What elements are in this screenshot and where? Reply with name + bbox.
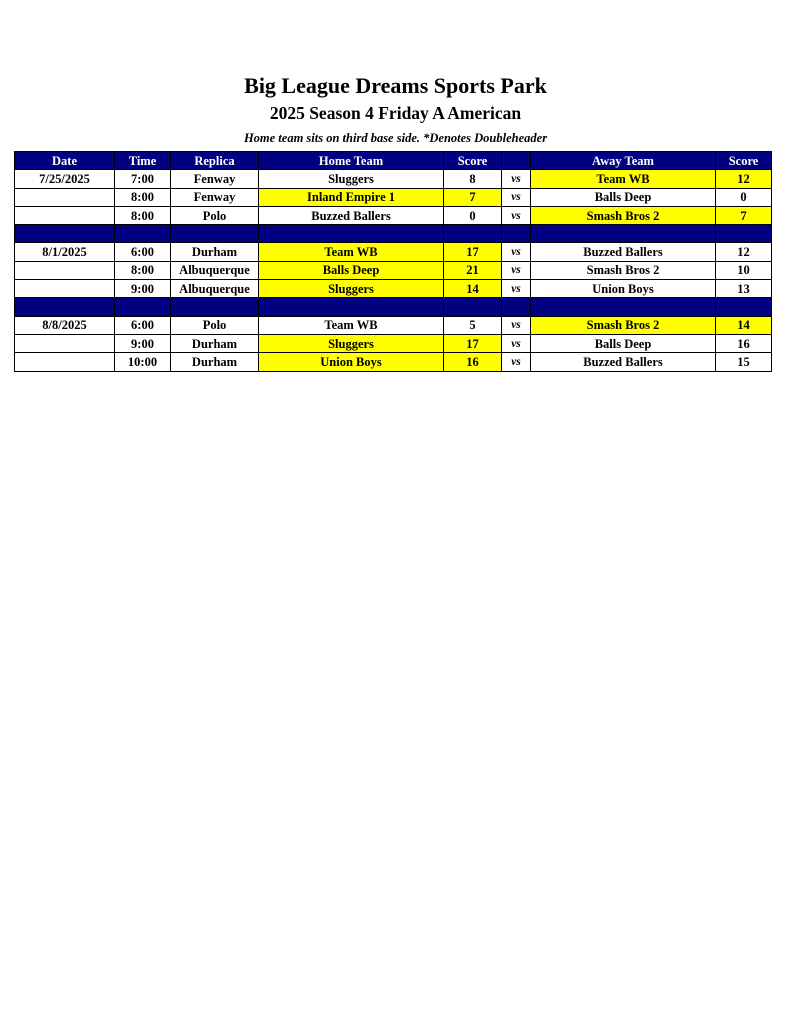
cell-time: 9:00 [115, 280, 171, 298]
header-replica: Replica [171, 152, 259, 170]
cell-vs: vs [502, 243, 531, 261]
table-row [15, 353, 772, 371]
cell-date [15, 261, 115, 279]
cell-vs: vs [502, 280, 531, 298]
cell-replica: Durham [171, 243, 259, 261]
cell-away-team: Union Boys [531, 280, 716, 298]
cell-away-team: Balls Deep [531, 334, 716, 352]
cell-vs: vs [502, 206, 531, 224]
cell-replica: Polo [171, 316, 259, 334]
separator-cell [171, 225, 259, 243]
cell-home-score: 14 [444, 280, 502, 298]
cell-home-team: Sluggers [259, 280, 444, 298]
cell-time: 9:00 [115, 334, 171, 352]
cell-home-team: Sluggers [259, 170, 444, 188]
cell-home-team: Buzzed Ballers [259, 206, 444, 224]
table-row [15, 206, 772, 224]
cell-replica: Fenway [171, 188, 259, 206]
header-away-team: Away Team [531, 152, 716, 170]
cell-replica: Polo [171, 206, 259, 224]
table-row [15, 188, 772, 206]
cell-vs: vs [502, 334, 531, 352]
cell-home-score: 5 [444, 316, 502, 334]
cell-away-score: 16 [716, 334, 772, 352]
table-row [15, 170, 772, 188]
header-away-score: Score [716, 152, 772, 170]
separator-cell [15, 298, 115, 316]
cell-away-team: Balls Deep [531, 188, 716, 206]
cell-home-score: 0 [444, 206, 502, 224]
cell-replica: Albuquerque [171, 261, 259, 279]
header-time: Time [115, 152, 171, 170]
cell-replica: Durham [171, 334, 259, 352]
separator-cell [259, 298, 444, 316]
cell-time: 6:00 [115, 243, 171, 261]
cell-away-team: Team WB [531, 170, 716, 188]
table-row [15, 334, 772, 352]
cell-away-score: 12 [716, 170, 772, 188]
table-row [15, 261, 772, 279]
cell-away-score: 0 [716, 188, 772, 206]
date-separator-row [15, 225, 772, 243]
header-home-score: Score [444, 152, 502, 170]
cell-home-score: 16 [444, 353, 502, 371]
separator-cell [259, 225, 444, 243]
cell-replica: Albuquerque [171, 280, 259, 298]
cell-vs: vs [502, 353, 531, 371]
date-separator-row [15, 298, 772, 316]
separator-cell [444, 298, 502, 316]
cell-away-score: 15 [716, 353, 772, 371]
header-date: Date [15, 152, 115, 170]
cell-away-team: Buzzed Ballers [531, 243, 716, 261]
table-row [15, 243, 772, 261]
cell-home-team: Team WB [259, 316, 444, 334]
cell-vs: vs [502, 188, 531, 206]
cell-time: 8:00 [115, 188, 171, 206]
separator-cell [115, 225, 171, 243]
separator-cell [171, 298, 259, 316]
season-subtitle: 2025 Season 4 Friday A American [269, 103, 522, 123]
cell-date: 7/25/2025 [15, 170, 115, 188]
cell-replica: Durham [171, 353, 259, 371]
table-row [15, 316, 772, 334]
cell-away-team: Buzzed Ballers [531, 353, 716, 371]
cell-home-score: 21 [444, 261, 502, 279]
cell-vs: vs [502, 170, 531, 188]
schedule-table [14, 151, 772, 372]
cell-away-score: 12 [716, 243, 772, 261]
cell-time: 10:00 [115, 353, 171, 371]
cell-date [15, 334, 115, 352]
header-home-team: Home Team [259, 152, 444, 170]
schedule-note: Home team sits on third base side. *Denotes Doubleheader [243, 131, 548, 145]
cell-vs: vs [502, 261, 531, 279]
cell-away-score: 10 [716, 261, 772, 279]
cell-date: 8/8/2025 [15, 316, 115, 334]
cell-date [15, 206, 115, 224]
separator-cell [502, 298, 531, 316]
cell-away-score: 14 [716, 316, 772, 334]
cell-date [15, 188, 115, 206]
cell-time: 8:00 [115, 206, 171, 224]
cell-away-team: Smash Bros 2 [531, 261, 716, 279]
cell-time: 7:00 [115, 170, 171, 188]
cell-home-team: Sluggers [259, 334, 444, 352]
cell-home-team: Balls Deep [259, 261, 444, 279]
separator-cell [15, 225, 115, 243]
separator-cell [502, 225, 531, 243]
cell-date: 8/1/2025 [15, 243, 115, 261]
cell-vs: vs [502, 316, 531, 334]
cell-home-score: 8 [444, 170, 502, 188]
cell-home-team: Team WB [259, 243, 444, 261]
header-vs [502, 152, 531, 170]
separator-cell [115, 298, 171, 316]
cell-time: 6:00 [115, 316, 171, 334]
page-title: Big League Dreams Sports Park [244, 73, 547, 98]
separator-cell [531, 298, 716, 316]
cell-time: 8:00 [115, 261, 171, 279]
table-row [15, 280, 772, 298]
cell-date [15, 280, 115, 298]
cell-away-score: 7 [716, 206, 772, 224]
cell-home-team: Inland Empire 1 [259, 188, 444, 206]
separator-cell [444, 225, 502, 243]
separator-cell [531, 225, 716, 243]
cell-home-team: Union Boys [259, 353, 444, 371]
cell-date [15, 353, 115, 371]
separator-cell [716, 298, 772, 316]
separator-cell [716, 225, 772, 243]
cell-home-score: 17 [444, 243, 502, 261]
cell-replica: Fenway [171, 170, 259, 188]
cell-away-score: 13 [716, 280, 772, 298]
cell-home-score: 17 [444, 334, 502, 352]
header-row [15, 152, 772, 170]
cell-home-score: 7 [444, 188, 502, 206]
cell-away-team: Smash Bros 2 [531, 206, 716, 224]
cell-away-team: Smash Bros 2 [531, 316, 716, 334]
